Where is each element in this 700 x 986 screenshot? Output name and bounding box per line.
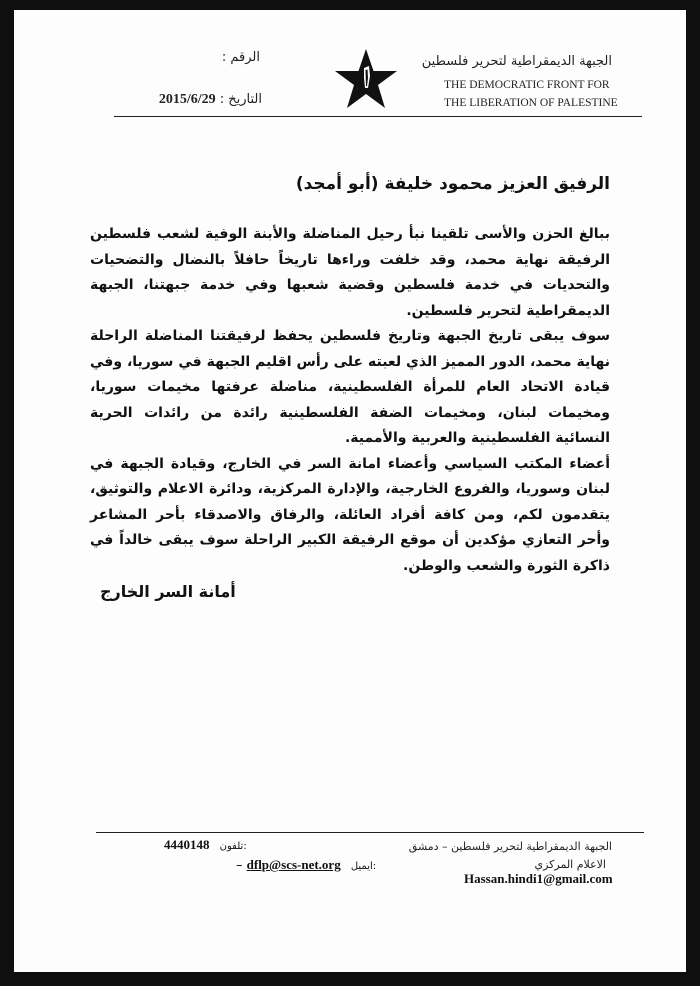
letter-paragraph-2: سوف يبقى تاريخ الجبهة وتاريخ فلسطين يحفظ لرفيقتنا المناضلة الراحلة نهاية محمد، الدور المميز الذي لعبته على رأس اقليم الجبهة في سوريا، وفي قيادة الاتحاد العام للمرأة الفلسطينية، مناضلة عرفتها مخيمات سوريا، ومخيمات لبنان، ومخيمات الضفة الفلسطينية رائدة من رائدات الحرية النسائية الفلسطينية والعربية والأممية. <box>90 328 610 446</box>
email-dash: – <box>236 858 243 873</box>
letter-page <box>14 10 686 972</box>
letter-paragraph-1: ببالغ الحزن والأسى تلقينا نبأ رحيل المناضلة والأبنة الوفية لشعب فلسطين الرفيقة نهاية محمد، وقد خلفت وراءها تاريخاً حافلاً بالنضال والتضحيات والتحديات في خدمة فلسطين وقضية شعبها وفي خدمة جبهتنا، الجبهة الديمقراطية لتحرير فلسطين. <box>90 226 610 319</box>
org-name-arabic: الجبهة الديمقراطية لتحرير فلسطين <box>421 54 612 69</box>
date-value: 2015/6/29 <box>158 92 216 107</box>
footer-department: الاعلام المركزي <box>534 858 606 871</box>
footer-divider <box>96 832 644 833</box>
phone-label: تلفون: <box>219 841 247 852</box>
header-divider <box>114 116 642 117</box>
footer-email <box>236 857 396 873</box>
letter-greeting: الرفيق العزيز محمود خليفة (أبو أمجد) <box>295 174 610 194</box>
email-address[interactable]: dflp@scs-net.org <box>246 857 341 872</box>
letter-signature: أمانة السر الخارج <box>100 582 236 601</box>
star-emblem-icon <box>334 48 398 110</box>
footer-email-secondary[interactable]: Hassan.hindi1@gmail.com <box>464 871 613 886</box>
footer-org: الجبهة الديمقراطية لتحرير فلسطين – دمشق <box>408 840 612 853</box>
org-name-english-line2: THE LIBERATION OF PALESTINE <box>444 97 618 109</box>
date-label: التاريخ : <box>219 92 262 107</box>
footer-phone <box>164 837 304 853</box>
org-name-english-line1: THE DEMOCRATIC FRONT FOR <box>444 79 610 91</box>
date-line <box>132 92 262 108</box>
reference-label: الرقم : <box>221 50 260 65</box>
phone-number: 4440148 <box>164 837 210 852</box>
email-label: ايميل: <box>350 861 377 872</box>
letter-paragraph-3: أعضاء المكتب السياسي وأعضاء امانة السر في الخارج، وقيادة الجبهة في لبنان وسوريا، والفروع الخارجية، والإدارة المركزية، ودائرة الاعلام والتوثيق، يتقدمون لكم، ومن كافة أفراد العائلة، والرفاق والاصدقاء بأحر المشاعر وأحر التعازي مؤكدين أن موقع الرفيقة الكبير الراحلة سوف يبقى خالداً في ذاكرة الثورة والشعب والوطن. <box>90 455 610 574</box>
letter-body <box>90 222 610 579</box>
org-name-english <box>444 76 644 112</box>
